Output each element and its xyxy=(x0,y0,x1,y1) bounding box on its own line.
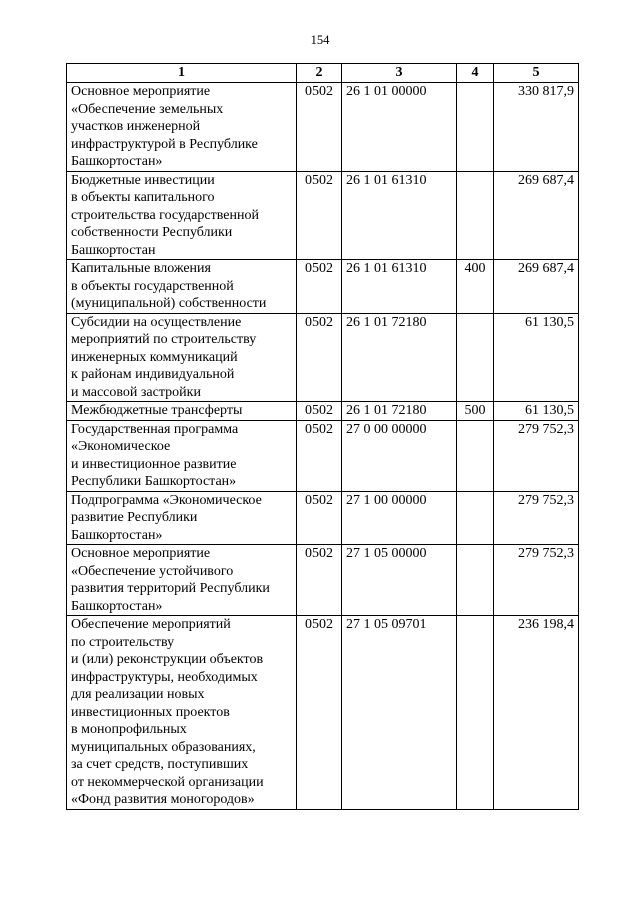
table-row xyxy=(67,260,579,314)
table-row xyxy=(67,545,579,616)
table-header-row xyxy=(67,64,579,83)
row-section: 0502 xyxy=(297,83,342,172)
row-amount: 269 687,4 xyxy=(494,260,579,314)
page-number: 154 xyxy=(310,33,330,47)
row-name: Государственная программа «Экономическое и инвестиционное развитие Республики Башкортостан» xyxy=(67,420,297,491)
row-name: Основное мероприятие «Обеспечение устойчивого развития территорий Республики Башкортостан» xyxy=(67,545,297,616)
row-kind xyxy=(457,420,494,491)
table-row xyxy=(67,83,579,172)
row-kind xyxy=(457,616,494,810)
column-header-amount: 5 xyxy=(494,64,579,83)
row-section: 0502 xyxy=(297,260,342,314)
table-row xyxy=(67,402,579,421)
row-amount: 269 687,4 xyxy=(494,171,579,260)
row-amount: 279 752,3 xyxy=(494,491,579,545)
column-header-name: 1 xyxy=(67,64,297,83)
row-kind xyxy=(457,313,494,402)
row-section: 0502 xyxy=(297,420,342,491)
table-row xyxy=(67,420,579,491)
row-name: Бюджетные инвестиции в объекты капитального строительства государственной собственности Республики Башкортостан xyxy=(67,171,297,260)
row-csr: 26 1 01 61310 xyxy=(342,260,457,314)
row-name: Капитальные вложения в объекты государственной (муниципальной) собственности xyxy=(67,260,297,314)
row-amount: 236 198,4 xyxy=(494,616,579,810)
row-amount: 279 752,3 xyxy=(494,420,579,491)
row-name: Обеспечение мероприятий по строительству и (или) реконструкции объектов инфраструктуры, необходимых для реализации новых инвестиционных проектов в монопрофильных муниципальных образованиях, за счет средств, поступивших от некоммерческой организации «Фонд развития моногородов» xyxy=(67,616,297,810)
row-section: 0502 xyxy=(297,402,342,421)
row-kind: 500 xyxy=(457,402,494,421)
table-row xyxy=(67,616,579,810)
row-name: Межбюджетные трансферты xyxy=(67,402,297,421)
row-section: 0502 xyxy=(297,313,342,402)
row-section: 0502 xyxy=(297,491,342,545)
row-csr: 26 1 01 00000 xyxy=(342,83,457,172)
row-kind xyxy=(457,171,494,260)
column-header-section: 2 xyxy=(297,64,342,83)
row-name: Субсидии на осуществление мероприятий по строительству инженерных коммуникаций к районам индивидуальной и массовой застройки xyxy=(67,313,297,402)
row-kind xyxy=(457,545,494,616)
column-header-kind: 4 xyxy=(457,64,494,83)
row-csr: 26 1 01 61310 xyxy=(342,171,457,260)
table-row xyxy=(67,491,579,545)
row-section: 0502 xyxy=(297,545,342,616)
row-name: Основное мероприятие «Обеспечение земельных участков инженерной инфраструктурой в Республике Башкортостан» xyxy=(67,83,297,172)
row-kind xyxy=(457,83,494,172)
row-amount: 61 130,5 xyxy=(494,313,579,402)
column-header-csr: 3 xyxy=(342,64,457,83)
row-csr: 27 1 05 09701 xyxy=(342,616,457,810)
row-amount: 61 130,5 xyxy=(494,402,579,421)
table-row xyxy=(67,171,579,260)
row-csr: 26 1 01 72180 xyxy=(342,402,457,421)
row-section: 0502 xyxy=(297,616,342,810)
row-csr: 27 1 05 00000 xyxy=(342,545,457,616)
row-amount: 279 752,3 xyxy=(494,545,579,616)
row-csr: 27 1 00 00000 xyxy=(342,491,457,545)
table-row xyxy=(67,313,579,402)
row-csr: 27 0 00 00000 xyxy=(342,420,457,491)
row-section: 0502 xyxy=(297,171,342,260)
budget-table xyxy=(66,63,579,810)
row-kind xyxy=(457,491,494,545)
row-name: Подпрограмма «Экономическое развитие Республики Башкортостан» xyxy=(67,491,297,545)
row-csr: 26 1 01 72180 xyxy=(342,313,457,402)
row-amount: 330 817,9 xyxy=(494,83,579,172)
row-kind: 400 xyxy=(457,260,494,314)
